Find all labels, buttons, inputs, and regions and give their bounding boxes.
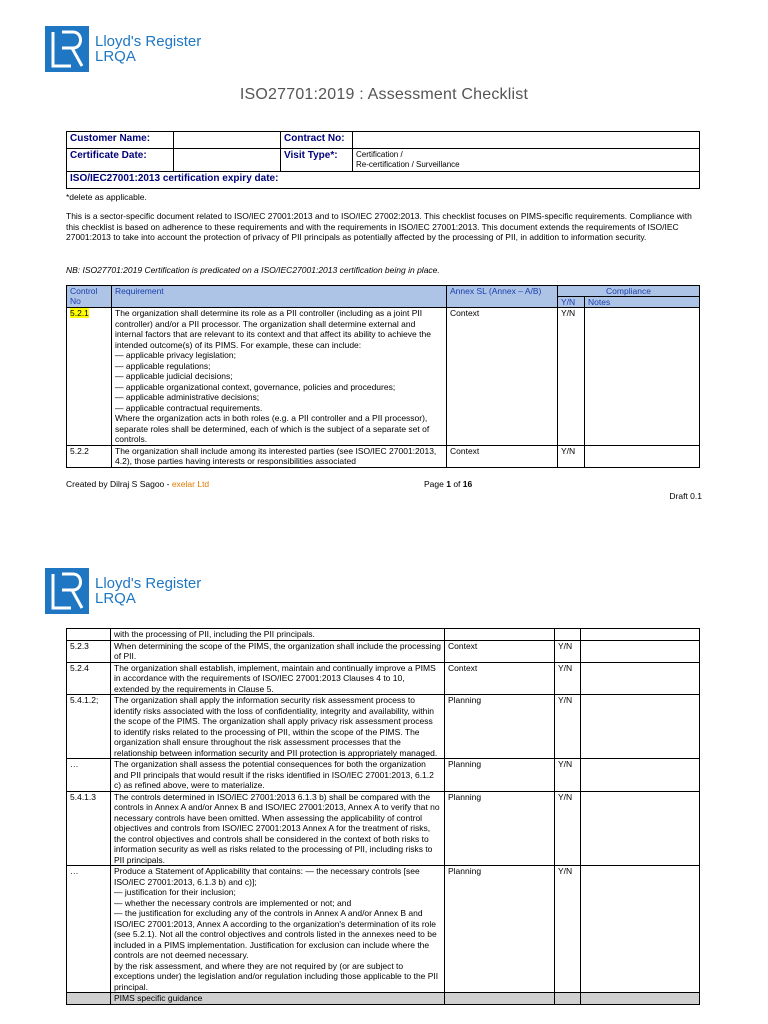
yn-field[interactable]: Y/N	[555, 640, 581, 662]
annex-value	[445, 629, 555, 641]
requirement-text: The organization shall determine its role as a PII controller (including as a joint PII controller) and/or a PII processor. The organization shall determine external and internal factors that are relevant to its context and that affect its ability to achieve the intended outcome(s) of its PIMS. For example, these can include: — applicable privacy legislation; — applicable regulations; — applicable judicial decisions; — applicable organizational context, governance, policies and procedures; — applicable administrative decisions; — applicable contractual requirements. Where the organization acts in both roles (e.g. a PII controller and a PII processor), separate roles shall be determined, each of which is the subject of a separate set of controls.	[112, 308, 447, 446]
delete-note: *delete as applicable.	[66, 192, 147, 202]
table-row	[67, 445, 700, 467]
nb-note: NB: ISO27701:2019 Certification is predicated on a ISO/IEC27001:2013 certification being in place.	[66, 265, 440, 275]
checklist-table-page-2	[66, 628, 700, 1005]
brand-logo-page-2	[45, 568, 201, 614]
certificate-date-field[interactable]	[174, 149, 281, 172]
annex-value: Planning	[445, 866, 555, 993]
visit-option-2: Re-certification / Surveillance	[356, 160, 460, 169]
annex-value: Context	[447, 445, 558, 467]
table-row	[67, 629, 700, 641]
requirement-text: The organization shall include among its interested parties (see ISO/IEC 27001:2013, 4.2), those parties having interests or responsibilities associated	[112, 445, 447, 467]
page-total: 16	[462, 479, 473, 489]
notes-field[interactable]	[581, 640, 700, 662]
control-no: 5.2.2	[67, 445, 112, 467]
footer-created-by: Created by Dilraj S Sagoo -	[66, 479, 172, 489]
customer-name-label: Customer Name:	[67, 132, 174, 149]
table-row	[67, 640, 700, 662]
yn-field[interactable]: Y/N	[555, 662, 581, 695]
brand-line-2: LRQA	[95, 590, 136, 607]
checklist-table-page-1	[66, 285, 700, 468]
brand-line-2: LRQA	[95, 48, 136, 65]
annex-value: Planning	[445, 759, 555, 792]
brand-line-1: Lloyd's Register	[95, 33, 202, 50]
page-prefix: Page	[424, 479, 447, 489]
control-no: 5.2.1	[67, 308, 112, 446]
table-row	[67, 759, 700, 792]
table-row	[67, 308, 700, 446]
yn-field[interactable]: Y/N	[558, 308, 585, 446]
footer-page-1	[66, 479, 706, 489]
header-requirement: Requirement	[112, 286, 447, 308]
notes-field[interactable]	[585, 308, 700, 446]
control-no: 5.2.4	[67, 662, 111, 695]
footer-company: exelar Ltd	[171, 479, 210, 489]
page-num: 1	[446, 479, 451, 489]
control-no: 5.4.1.3	[67, 791, 111, 866]
footer-page-number	[424, 479, 472, 489]
customer-info-table	[66, 131, 700, 189]
customer-name-field[interactable]	[174, 132, 281, 149]
certificate-date-label: Certificate Date:	[67, 149, 174, 172]
control-no	[67, 629, 111, 641]
annex-value: Planning	[445, 695, 555, 759]
notes-field[interactable]	[581, 629, 700, 641]
annex-value: Planning	[445, 791, 555, 866]
expiry-date-label: ISO/IEC27001:2013 certification expiry date:	[67, 172, 700, 189]
requirement-text: When determining the scope of the PIMS, the organization shall include the processing of PII.	[111, 640, 445, 662]
header-control: Control No	[67, 286, 112, 308]
brand-line-1: Lloyd's Register	[95, 575, 202, 592]
intro-paragraph: This is a sector-specific document related to ISO/IEC 27001:2013 and to ISO/IEC 27002:2013. This checklist focuses on PIMS-specific requirements. Compliance with this checklist is based on adherence to these requirements and with the requirements in ISO/IEC 27001:2013. This document extends the requirements of ISO/IEC 27001:2013 to take into account the protection of privacy of PII principals as potentially affected by the processing of PII, in addition to information security.	[66, 211, 692, 242]
document-title: ISO27701:2019 : Assessment Checklist	[239, 86, 529, 103]
header-annex: Annex SL (Annex – A/B)	[447, 286, 558, 308]
table-row	[67, 866, 700, 993]
control-no: 5.4.1.2;	[67, 695, 111, 759]
requirement-text: The organization shall apply the information security risk assessment process to identify risks associated with the loss of confidentiality, integrity and availability, within the scope of the PIMS. The organization shall apply privacy risk assessment process to identify risks related to the processing of PII, within the scope of the PIMS. The organization shall ensure throughout the risk assessment processes that the relationship between information security and PII protection is appropriately managed.	[111, 695, 445, 759]
annex-value: Context	[447, 308, 558, 446]
draft-label: Draft 0.1	[669, 491, 702, 501]
notes-field[interactable]	[585, 445, 700, 467]
contract-no-field[interactable]	[353, 132, 700, 149]
page-2	[0, 560, 768, 1024]
header-notes: Notes	[585, 297, 700, 308]
requirement-text: The organization shall assess the potential consequences for both the organization and PII principals that would result if the risks identified in ISO/IEC 27001:2013, 6.1.2 c) as refined above, were to materialize.	[111, 759, 445, 792]
yn-field[interactable]: Y/N	[555, 695, 581, 759]
yn-field[interactable]	[555, 629, 581, 641]
guidance-label: PIMS specific guidance	[111, 993, 445, 1005]
table-row	[67, 791, 700, 866]
requirement-text: with the processing of PII, including the PII principals.	[111, 629, 445, 641]
header-compliance: Compliance	[558, 286, 700, 297]
notes-field[interactable]	[581, 759, 700, 792]
contract-no-label: Contract No:	[281, 132, 353, 149]
brand-logo	[45, 26, 201, 72]
requirement-text: Produce a Statement of Applicability that contains: — the necessary controls [see ISO/IEC 27001:2013, 6.1.3 b) and c)]; — justification for their inclusion; — whether the necessary controls are implemented or not; and — the justification for excluding any of the controls in Annex A and/or Annex B and ISO/IEC 27001:2013, Annex A according to the organization's determination of its role (see 5.2.1). Not all the control objectives and controls listed in the annexes need to be included in a PIMS implementation. Justification for exclusion can include where the controls are not deemed necessary. by the risk assessment, and where they are not required by (or are subject to exceptions under) the legislation and/or regulation including those applicable to the PII principal.	[111, 866, 445, 993]
visit-option-1: Certification /	[356, 150, 403, 159]
yn-field[interactable]: Y/N	[555, 759, 581, 792]
yn-field[interactable]: Y/N	[555, 866, 581, 993]
control-no: …	[67, 759, 111, 792]
requirement-text: The organization shall establish, implement, maintain and continually improve a PIMS in accordance with the requirements of ISO/IEC 27001:2013 Clauses 4 to 10, extended by the requirements in Clause 5.	[111, 662, 445, 695]
table-row	[67, 695, 700, 759]
notes-field[interactable]	[581, 662, 700, 695]
yn-field[interactable]: Y/N	[555, 791, 581, 866]
visit-type-field[interactable]	[353, 149, 700, 172]
page-of: of	[450, 479, 463, 489]
annex-value: Context	[445, 662, 555, 695]
guidance-row	[67, 993, 700, 1005]
notes-field[interactable]	[581, 695, 700, 759]
lr-logo-icon	[45, 26, 89, 72]
notes-field[interactable]	[581, 791, 700, 866]
table-row	[67, 662, 700, 695]
header-yn: Y/N	[558, 297, 585, 308]
control-no: …	[67, 866, 111, 993]
control-no: 5.2.3	[67, 640, 111, 662]
yn-field[interactable]: Y/N	[558, 445, 585, 467]
requirement-text: The controls determined in ISO/IEC 27001:2013 6.1.3 b) shall be compared with the controls in Annex A and/or Annex B and ISO/IEC 27001:2013, Annex A to verify that no necessary controls have been omitted. When assessing the applicability of control objectives and controls from ISO/IEC 27001:2013 Annex A for the treatment of risks, the control objectives and controls shall be considered in the context of both risks to information security as well as risks related to the processing of PII, including risks to PII principals.	[111, 791, 445, 866]
annex-value: Context	[445, 640, 555, 662]
visit-type-label: Visit Type*:	[281, 149, 353, 172]
lr-logo-icon	[45, 568, 89, 614]
notes-field[interactable]	[581, 866, 700, 993]
